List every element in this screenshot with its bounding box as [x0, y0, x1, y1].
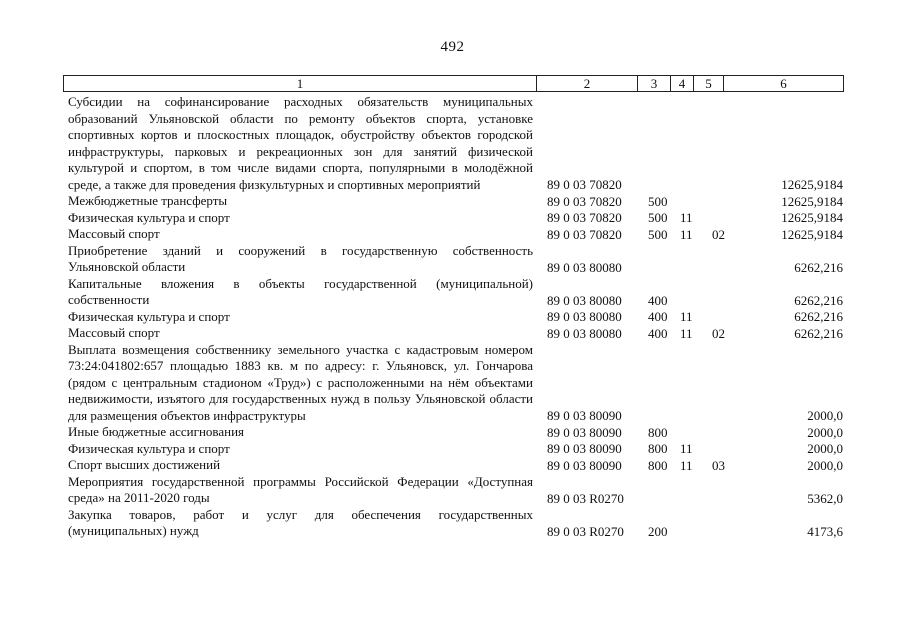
row-code: 89 0 03 80090 [547, 457, 622, 473]
row-amount: 6262,216 [794, 325, 843, 341]
row-code: 89 0 03 80090 [547, 408, 622, 423]
row-code: 89 0 03 70820 [547, 210, 622, 225]
row-vr: 500 [648, 193, 668, 209]
row-pr: 02 [712, 226, 725, 242]
row-code: 89 0 03 R0270 [547, 523, 624, 539]
row-name: Массовый спорт [68, 325, 160, 340]
header-col-2: 2 [537, 76, 638, 91]
table-row [0, 210, 905, 227]
row-vr: 400 [648, 309, 668, 324]
table-row [0, 424, 905, 441]
table-row [0, 193, 905, 210]
table-row [0, 94, 905, 193]
header-col-4: 4 [671, 76, 694, 91]
row-name: Физическая культура и спорт [68, 209, 230, 225]
table-row [0, 325, 905, 342]
row-amount: 12625,9184 [781, 210, 843, 225]
table-header [63, 75, 844, 92]
header-col-3: 3 [638, 76, 671, 91]
table-row [0, 276, 905, 309]
row-name: Мероприятия государственной программы Российской Федерации «Доступная среда» на 2011-2020 годы [68, 473, 533, 505]
row-amount: 2000,0 [807, 424, 843, 440]
row-name: Приобретение зданий и сооружений в государственную собственность Ульяновской области [68, 242, 533, 274]
row-name: Спорт высших достижений [68, 457, 221, 472]
row-code: 89 0 03 80080 [547, 292, 622, 308]
row-pr: 03 [712, 457, 725, 473]
row-code: 89 0 03 70820 [547, 193, 622, 209]
header-col-6: 6 [780, 76, 787, 91]
row-name: Физическая культура и спорт [68, 440, 230, 456]
row-rz: 11 [680, 457, 693, 473]
row-vr: 500 [648, 226, 668, 242]
row-name: Массовый спорт [68, 226, 160, 241]
row-pr: 02 [712, 325, 725, 341]
row-amount: 6262,216 [794, 259, 843, 275]
row-amount: 6262,216 [794, 309, 843, 324]
row-amount: 6262,216 [794, 292, 843, 308]
row-amount: 2000,0 [807, 457, 843, 473]
row-name: Субсидии на софинансирование расходных обязательств муниципальных образований Ульяновской области по ремонту объектов спорта, установке спортивных кортов и плоскостных площадок, обустройству объектов городской инфраструктуры, парковых и рекреационных зон для занятий физической культурой и спортом, в том числе видами спорта, популярными в молодёжной среде, а также для проведения физкультурных и спортивных мероприятий [68, 94, 533, 192]
table-row [0, 441, 905, 458]
row-amount: 12625,9184 [781, 226, 843, 242]
row-code: 89 0 03 80080 [547, 325, 622, 341]
row-name: Физическая культура и спорт [68, 308, 230, 324]
row-rz: 11 [680, 309, 693, 324]
row-rz: 11 [680, 226, 693, 242]
row-amount: 2000,0 [807, 441, 843, 456]
page-number: 492 [440, 39, 465, 55]
row-code: 89 0 03 80090 [547, 424, 622, 440]
budget-table-body [0, 94, 905, 540]
row-vr: 800 [648, 457, 668, 473]
row-code: 89 0 03 80080 [547, 259, 622, 275]
table-row [0, 474, 905, 507]
row-vr: 200 [648, 523, 668, 539]
row-vr: 500 [648, 210, 668, 225]
table-row [0, 309, 905, 326]
row-code: 89 0 03 R0270 [547, 490, 624, 506]
row-name: Капитальные вложения в объекты государственной (муниципальной) собственности [68, 275, 533, 307]
table-row [0, 507, 905, 540]
row-rz: 11 [680, 325, 693, 341]
row-amount: 5362,0 [807, 490, 843, 506]
row-name: Иные бюджетные ассигнования [68, 424, 245, 439]
table-row [0, 226, 905, 243]
row-code: 89 0 03 80080 [547, 309, 622, 324]
row-name: Закупка товаров, работ и услуг для обеспечения государственных (муниципальных) нужд [68, 506, 533, 538]
header-col-5: 5 [694, 76, 724, 91]
row-amount: 12625,9184 [781, 193, 843, 209]
row-rz: 11 [680, 441, 693, 456]
row-amount: 12625,9184 [781, 177, 843, 192]
row-vr: 800 [648, 424, 668, 440]
row-name: Межбюджетные трансферты [68, 193, 228, 208]
table-row [0, 243, 905, 276]
row-name: Выплата возмещения собственнику земельного участка с кадастровым номером 73:24:041802:657 площадью 1883 кв. м по адресу: г. Ульяновск, ул. Гончарова (рядом с центральным стадионом «Труд») с расположенными на нём объектами недвижимости, изъятого для государственных нужд в пользу Ульяновской области для размещения объектов инфраструктуры [68, 341, 533, 423]
row-amount: 2000,0 [807, 408, 843, 423]
row-vr: 400 [648, 292, 668, 308]
row-code: 89 0 03 70820 [547, 226, 622, 242]
row-code: 89 0 03 70820 [547, 177, 622, 192]
row-rz: 11 [680, 210, 693, 225]
row-amount: 4173,6 [807, 523, 843, 539]
table-row [0, 342, 905, 425]
header-col-1: 1 [64, 76, 537, 91]
table-row [0, 457, 905, 474]
row-code: 89 0 03 80090 [547, 441, 622, 456]
row-vr: 800 [648, 441, 668, 456]
row-vr: 400 [648, 325, 668, 341]
